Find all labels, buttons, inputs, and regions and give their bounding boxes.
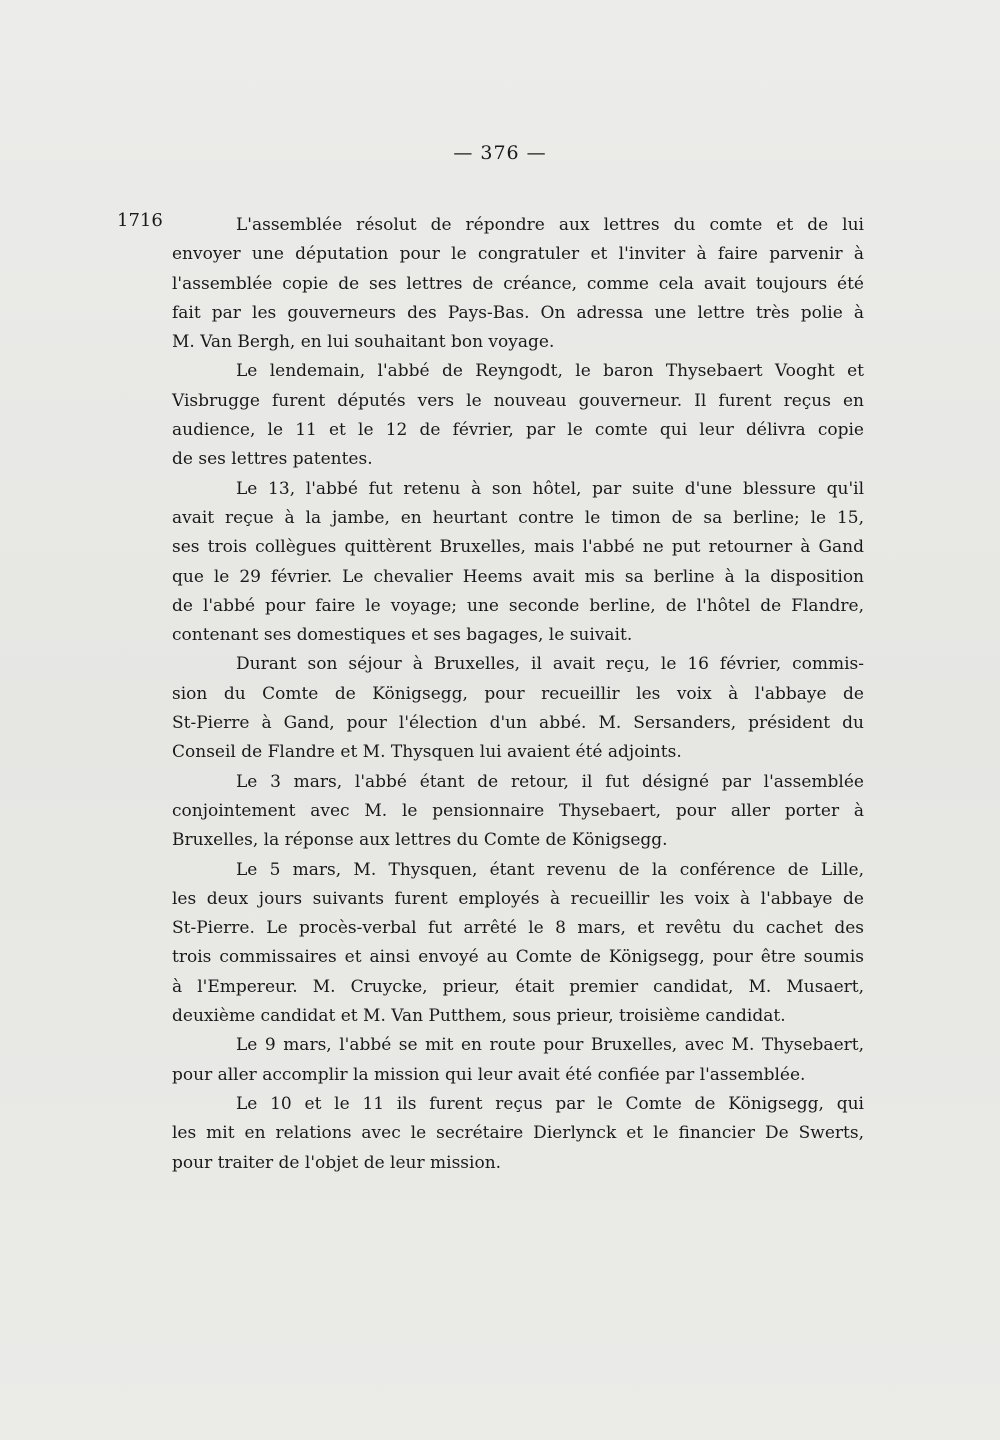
text-line: Le 3 mars, l'abbé étant de retour, il fut désigné par l'assemblée [236,771,864,792]
text-line: à l'Empereur. M. Cruycke, prieur, était premier candidat, M. Musaert, [172,976,864,997]
text-line: envoyer une députation pour le congratuler et l'inviter à faire parvenir à [172,244,864,265]
text-line: que le 29 février. Le chevalier Heems avait mis sa berline à la disposition [172,566,864,587]
text-line: pour traiter de l'objet de leur mission. [172,1152,502,1173]
text-line: Conseil de Flandre et M. Thysquen lui avaient été adjoints. [172,742,682,763]
paragraph [172,768,864,856]
text-line: St-Pierre. Le procès-verbal fut arrêté le 8 mars, et revêtu du cachet des [172,918,864,939]
text-line: trois commissaires et ainsi envoyé au Comte de Königsegg, pour être soumis [172,947,864,968]
text-line: l'assemblée copie de ses lettres de créance, comme cela avait toujours été [172,273,864,294]
text-line: Le 9 mars, l'abbé se mit en route pour Bruxelles, avec M. Thysebaert, [236,1035,864,1056]
paragraph [172,475,864,651]
text-line: audience, le 11 et le 12 de février, par le comte qui leur délivra copie [172,420,864,441]
text-line: conjointement avec M. le pensionnaire Thysebaert, pour aller porter à [172,800,864,821]
text-line: contenant ses domestiques et ses bagages, le suivait. [172,625,633,646]
text-line: M. Van Bergh, en lui souhaitant bon voyage. [172,332,555,353]
text-line: Le 5 mars, M. Thysquen, étant revenu de la conférence de Lille, [236,859,864,880]
body-text [172,211,864,1178]
paragraph [172,1031,864,1090]
paragraph [172,856,864,1032]
text-line: fait par les gouverneurs des Pays-Bas. On adressa une lettre très polie à [172,302,864,323]
text-line: L'assemblée résolut de répondre aux lettres du comte et de lui [236,215,864,235]
margin-year: 1716 [117,210,163,231]
text-line: ses trois collègues quittèrent Bruxelles, mais l'abbé ne put retourner à Gand [172,537,864,558]
text-line: Le 13, l'abbé fut retenu à son hôtel, par suite d'une blessure qu'il [236,478,864,499]
paragraph [172,357,864,474]
page-number: — 376 — [453,142,547,164]
text-line: St-Pierre à Gand, pour l'élection d'un abbé. M. Sersanders, président du [172,713,864,734]
text-line: Le lendemain, l'abbé de Reyngodt, le baron Thysebaert Vooght et [236,361,864,382]
text-line: Visbrugge furent députés vers le nouveau gouverneur. Il furent reçus en [172,390,864,411]
text-line: les mit en relations avec le secrétaire Dierlynck et le financier De Swerts, [172,1123,864,1144]
text-line: avait reçue à la jambe, en heurtant contre le timon de sa berline; le 15, [172,507,864,528]
text-line: de l'abbé pour faire le voyage; une seconde berline, de l'hôtel de Flandre, [172,595,864,616]
text-line: Durant son séjour à Bruxelles, il avait reçu, le 16 février, commis- [236,654,864,675]
paragraph [172,1090,864,1178]
text-line: sion du Comte de Königsegg, pour recueillir les voix à l'abbaye de [172,683,864,704]
text-line: de ses lettres patentes. [172,449,373,470]
text-line: Bruxelles, la réponse aux lettres du Comte de Königsegg. [172,830,668,851]
text-line: Le 10 et le 11 ils furent reçus par le Comte de Königsegg, qui [236,1093,864,1114]
text-line: deuxième candidat et M. Van Putthem, sous prieur, troisième candidat. [172,1006,786,1027]
text-line: les deux jours suivants furent employés à recueillir les voix à l'abbaye de [172,888,864,909]
paragraph [172,211,864,357]
text-line: pour aller accomplir la mission qui leur avait été confiée par l'assemblée. [172,1064,806,1085]
paragraph [172,650,864,767]
